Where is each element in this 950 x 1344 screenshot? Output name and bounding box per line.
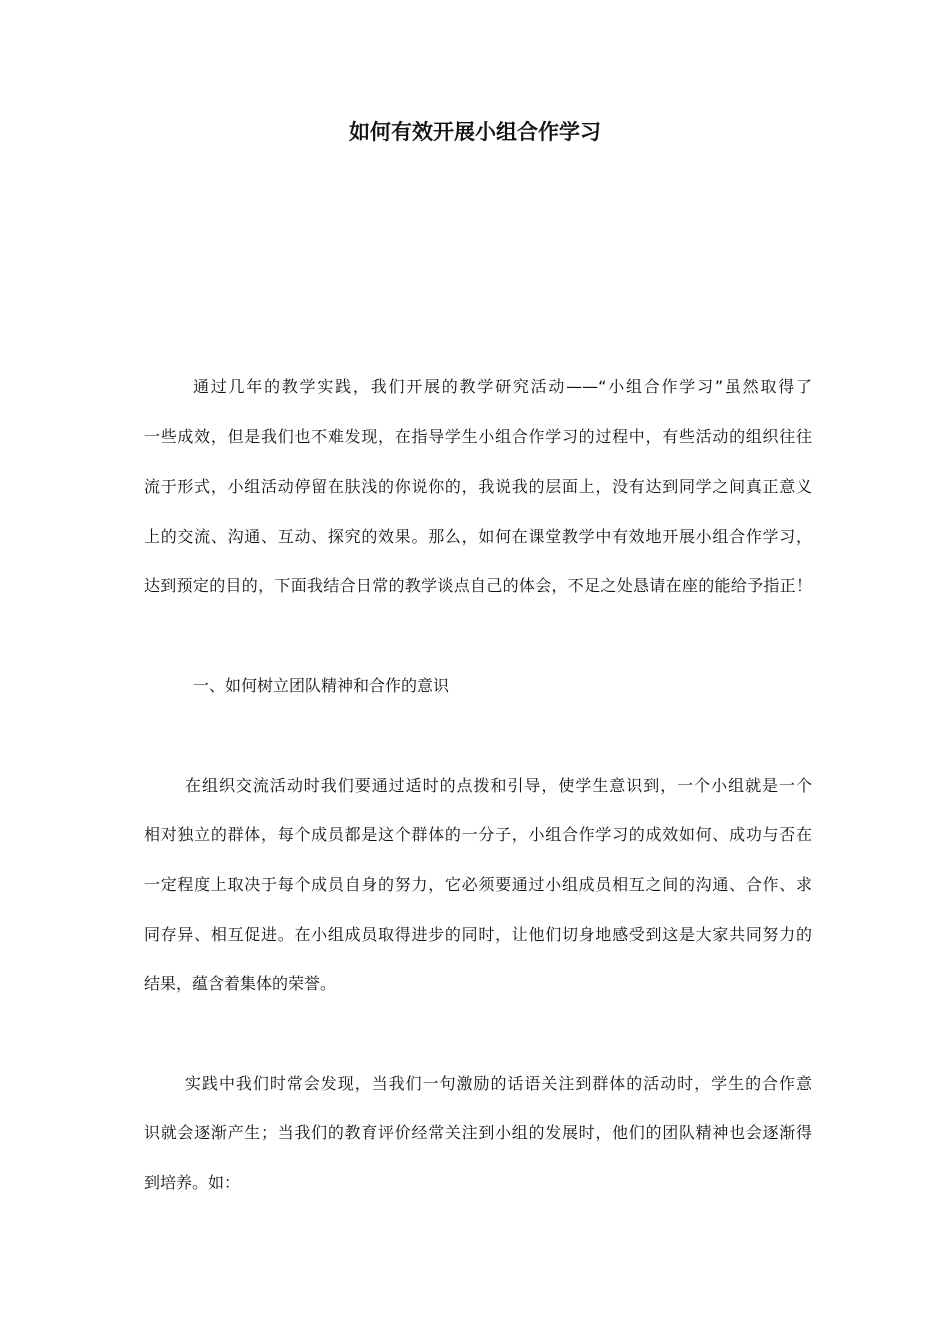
paragraph-2-line-1: 在组织交流活动时我们要通过适时的点拨和引导，使学生意识到，一个小组就是一个 — [185, 776, 812, 795]
paragraph-3-line-3: 到培养。如： — [144, 1173, 241, 1192]
paragraph-3-line-1: 实践中我们时常会发现，当我们一句激励的话语关注到群体的活动时，学生的合作意 — [185, 1074, 812, 1093]
paragraph-2-line-5: 结果，蕴含着集体的荣誉。 — [144, 974, 337, 993]
document-title: 如何有效开展小组合作学习 — [349, 120, 601, 144]
paragraph-3-line-2: 识就会逐渐产生；当我们的教育评价经常关注到小组的发展时，他们的团队精神也会逐渐得 — [144, 1123, 812, 1142]
paragraph-2-line-3: 一定程度上取决于每个成员自身的努力，它必须要通过小组成员相互之间的沟通、合作、求 — [144, 875, 812, 894]
paragraph-2-line-2: 相对独立的群体，每个成员都是这个群体的一分子，小组合作学习的成效如何、成功与否在 — [144, 825, 812, 844]
section-heading: 一、如何树立团队精神和合作的意识 — [193, 676, 450, 695]
intro-line-2: 一些成效，但是我们也不难发现，在指导学生小组合作学习的过程中，有些活动的组织往往 — [144, 427, 812, 446]
intro-line-1: 通过几年的教学实践，我们开展的教学研究活动——“小组合作学习”虽然取得了 — [193, 377, 812, 396]
intro-line-5: 达到预定的目的，下面我结合日常的教学谈点自己的体会，不足之处恳请在座的能给予指正！ — [144, 576, 812, 595]
paragraph-2-line-4: 同存异、相互促进。在小组成员取得进步的同时，让他们切身地感受到这是大家共同努力的 — [144, 925, 812, 944]
intro-line-3: 流于形式，小组活动停留在肤浅的你说你的，我说我的层面上，没有达到同学之间真正意义 — [144, 477, 812, 496]
intro-line-4: 上的交流、沟通、互动、探究的效果。那么，如何在课堂教学中有效地开展小组合作学习， — [144, 527, 812, 546]
